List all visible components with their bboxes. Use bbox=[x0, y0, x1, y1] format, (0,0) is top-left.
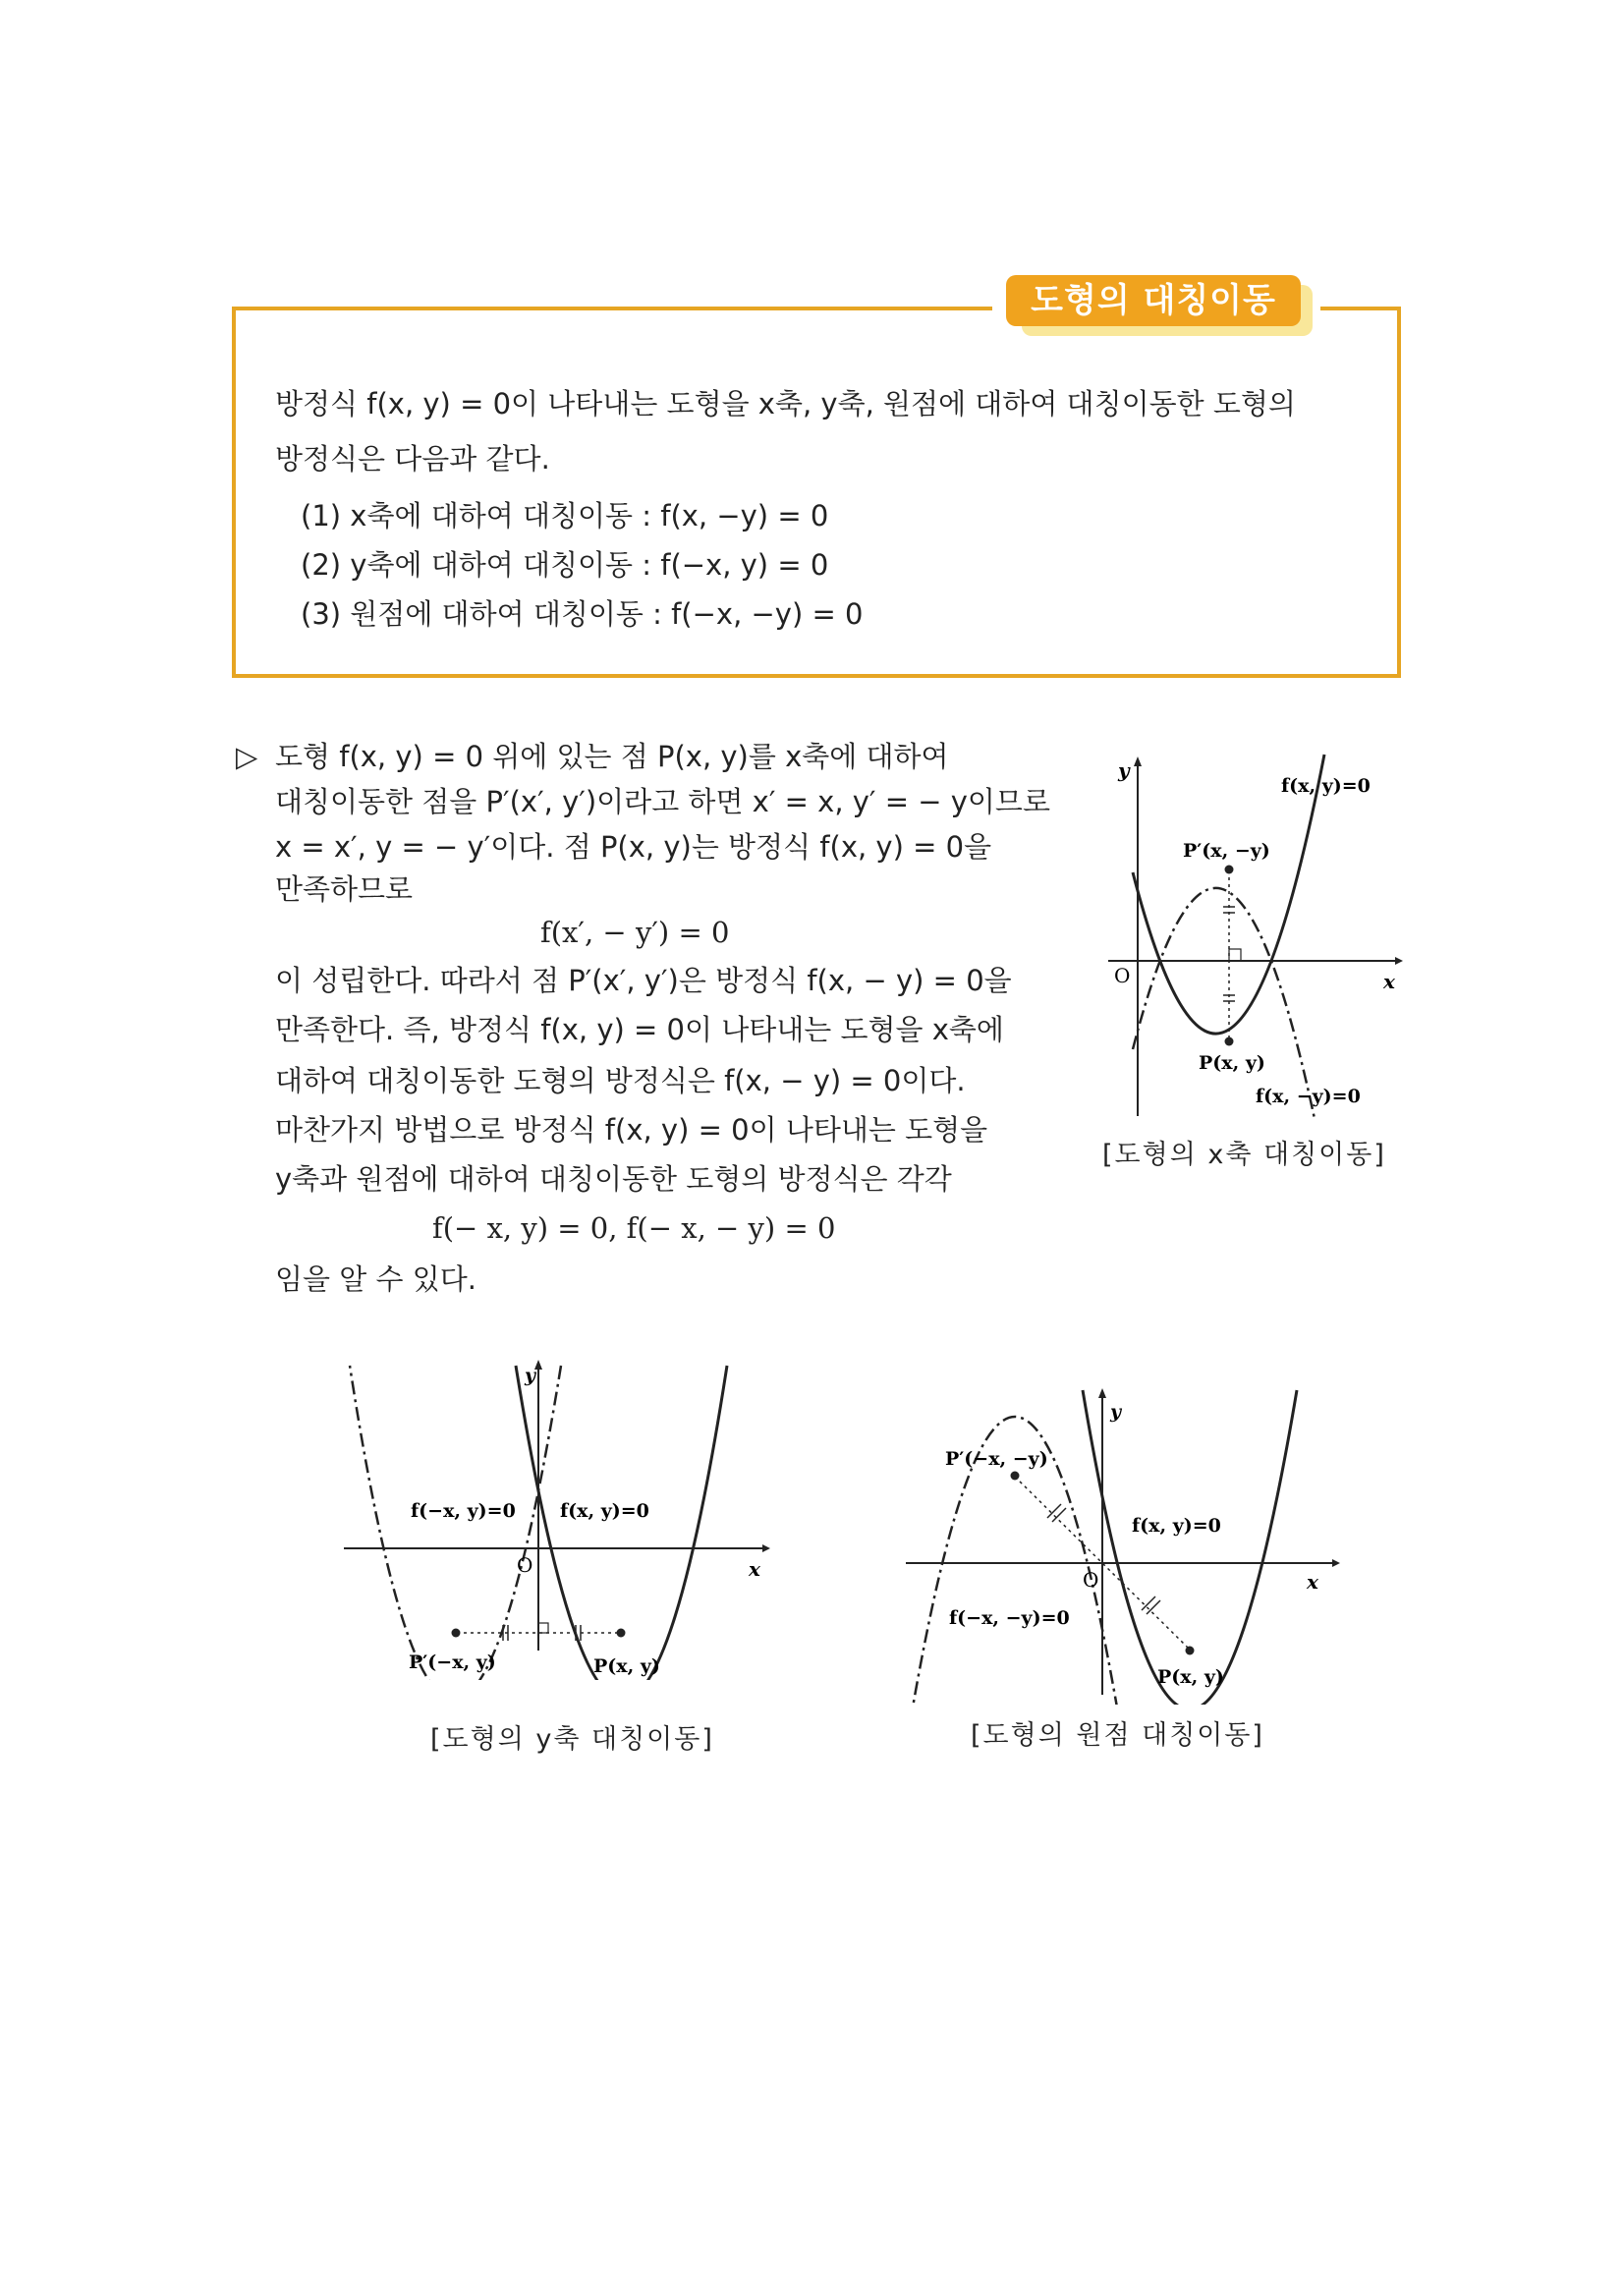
caption-y-axis: [도형의 y축 대칭이동] bbox=[430, 1724, 714, 1755]
reflected-curve-label: f(x, −y)=0 bbox=[1256, 1086, 1361, 1107]
curve-label: f(x, y)=0 bbox=[1281, 775, 1371, 797]
explanation-line-5: 이 성립한다. 따라서 점 P′(x′, y′)은 방정식 f(x, − y) = 0을 bbox=[275, 964, 1012, 997]
reflected-curve-label: f(−x, y)=0 bbox=[411, 1500, 516, 1522]
x-axis-label: x bbox=[1307, 1570, 1318, 1594]
point-label: P(x, y) bbox=[1157, 1666, 1224, 1688]
triangle-marker: ▷ bbox=[236, 740, 258, 773]
point-dot bbox=[1186, 1647, 1195, 1655]
equation-y-origin: f(− x, y) = 0, f(− x, − y) = 0 bbox=[432, 1211, 836, 1245]
curve-label: f(x, y)=0 bbox=[1132, 1515, 1221, 1537]
reflected-point-label: P′(x, −y) bbox=[1183, 840, 1270, 862]
y-axis-arrow bbox=[1098, 1388, 1106, 1398]
caption-origin: [도형의 원점 대칭이동] bbox=[971, 1720, 1264, 1751]
explanation-line-6: 만족한다. 즉, 방정식 f(x, y) = 0이 나타내는 도형을 x축에 bbox=[275, 1013, 1004, 1046]
box-title: 도형의 대칭이동 bbox=[1006, 275, 1301, 326]
reflected-point-label: P′(−x, −y) bbox=[945, 1448, 1048, 1470]
explanation-line-10: 임을 알 수 있다. bbox=[275, 1262, 476, 1296]
point-label: P(x, y) bbox=[1199, 1052, 1265, 1074]
explanation-line-9: y축과 원점에 대하여 대칭이동한 도형의 방정식은 각각 bbox=[275, 1162, 952, 1196]
explanation-line-1: 도형 f(x, y) = 0 위에 있는 점 P(x, y)를 x축에 대하여 bbox=[275, 740, 949, 773]
reflected-curve-label: f(−x, −y)=0 bbox=[949, 1607, 1070, 1629]
rule-x-axis: (1) x축에 대하여 대칭이동 : f(x, −y) = 0 bbox=[301, 499, 829, 532]
explanation-line-4: 만족하므로 bbox=[275, 872, 414, 906]
reflected-point-label: P′(−x, y) bbox=[409, 1652, 496, 1673]
point-dot bbox=[617, 1629, 626, 1638]
explanation-line-2: 대칭이동한 점을 P′(x′, y′)이라고 하면 x′ = x, y′ = − y이므로 bbox=[275, 785, 1050, 818]
box-intro-line-2: 방정식은 다음과 같다. bbox=[275, 442, 550, 476]
box-intro-line-1: 방정식 f(x, y) = 0이 나타내는 도형을 x축, y축, 원점에 대하여 대칭이동한 도형의 bbox=[275, 387, 1296, 420]
reflected-point-dot bbox=[1225, 866, 1234, 874]
right-angle-mark bbox=[538, 1623, 548, 1633]
reflected-point-dot bbox=[452, 1629, 461, 1638]
right-angle-mark bbox=[1229, 949, 1241, 961]
point-label: P(x, y) bbox=[593, 1655, 660, 1677]
y-axis-label: y bbox=[1118, 758, 1130, 782]
explanation-line-3: x = x′, y = − y′이다. 점 P(x, y)는 방정식 f(x, y) = 0을 bbox=[275, 830, 992, 864]
x-axis-label: x bbox=[1383, 970, 1395, 993]
reflected-point-dot bbox=[1011, 1472, 1020, 1481]
equation-reflected: f(x′, − y′) = 0 bbox=[540, 916, 730, 949]
x-axis-arrow bbox=[1395, 957, 1403, 965]
explanation-line-8: 마찬가지 방법으로 방정식 f(x, y) = 0이 나타내는 도형을 bbox=[275, 1113, 988, 1147]
rule-origin: (3) 원점에 대하여 대칭이동 : f(−x, −y) = 0 bbox=[301, 597, 864, 631]
caption-x-axis: [도형의 x축 대칭이동] bbox=[1102, 1140, 1386, 1170]
figure-origin-reflection bbox=[900, 1380, 1352, 1705]
y-axis-label: y bbox=[1110, 1401, 1122, 1423]
figure-y-axis-reflection bbox=[334, 1356, 776, 1680]
explanation-line-7: 대하여 대칭이동한 도형의 방정식은 f(x, − y) = 0이다. bbox=[275, 1064, 966, 1097]
x-axis-arrow bbox=[1332, 1559, 1340, 1567]
x-axis-label: x bbox=[749, 1557, 760, 1581]
figure-x-axis-reflection bbox=[1089, 745, 1403, 1118]
point-dot bbox=[1225, 1037, 1234, 1046]
origin-label: O bbox=[1114, 964, 1131, 987]
curve-f bbox=[1083, 1390, 1297, 1705]
rule-y-axis: (2) y축에 대하여 대칭이동 : f(−x, y) = 0 bbox=[301, 548, 829, 582]
curve-label: f(x, y)=0 bbox=[560, 1500, 649, 1522]
origin-label: O bbox=[517, 1553, 533, 1577]
y-axis-label: y bbox=[525, 1365, 536, 1386]
y-axis-arrow bbox=[534, 1360, 542, 1370]
origin-label: O bbox=[1083, 1568, 1099, 1592]
y-axis-arrow bbox=[1134, 756, 1142, 766]
x-axis-arrow bbox=[762, 1544, 770, 1552]
